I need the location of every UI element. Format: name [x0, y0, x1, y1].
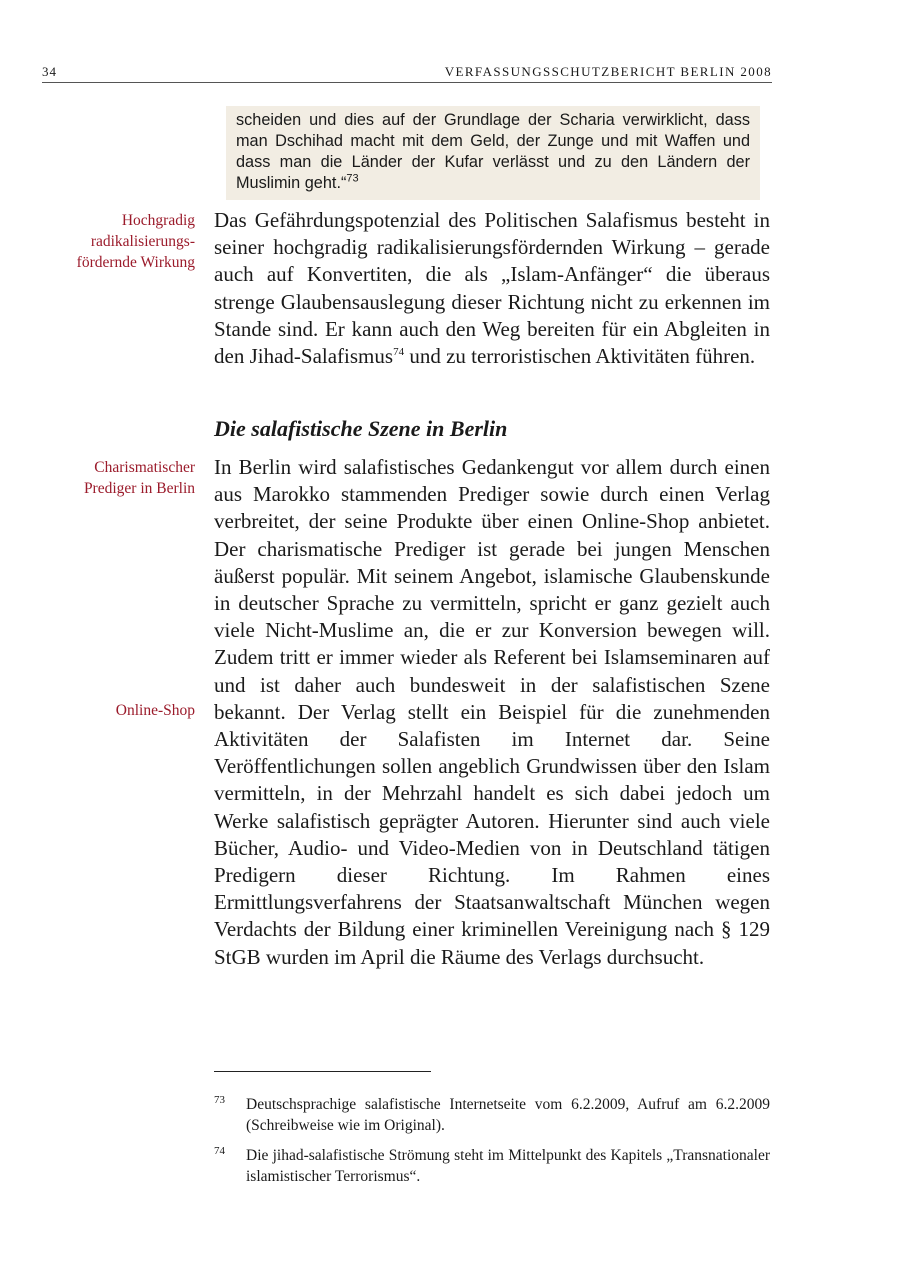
footnote-74	[214, 1145, 770, 1187]
paragraph-2: In Berlin wird salafistisches Gedankengut vor allem durch einen aus Marokko stammenden Prediger sowie durch einen Verlag verbreitet, der seine Produkte über einen Online-Shop anbietet. Der charismatische Prediger ist gerade bei jungen Menschen äußerst populär. Mit seinem Angebot, islamische Glaubenskunde in deutscher Sprache zu vermitteln, spricht er ganz gezielt auch viele Nicht-Muslime an, die er zur Konversion bewegen will. Zudem tritt er immer wieder als Referent bei Islamseminaren auf und ist daher auch bundesweit in der salafistischen Szene bekannt. Der Verlag stellt ein Beispiel für die zunehmenden Aktivitäten der Salafisten im Internet dar. Seine Veröffentlichungen sollen angeblich Grundwissen über den Islam vermitteln, in der Mehrzahl handelt es sich dabei jedoch um Werke salafistisch geprägter Autoren. Hierunter sind auch viele Bücher, Audio- und Video-Medien von in Deutschland tätigen Predigern dieser Richtung. Im Rahmen eines Ermittlungsverfahrens der Staatsanwaltschaft München wegen Verdachts der Bildung einer kriminellen Vereinigung nach § 129 StGB wurden im April die Räume des Verlags durchsucht.	[214, 455, 770, 969]
margin-note-radicalization: Hochgradig radikalisierungs- fördernde Wirkung	[76, 212, 195, 271]
footnote-text: Deutschsprachige salafistische Internetseite vom 6.2.2009, Aufruf am 6.2.2009 (Schreibweise wie im Original).	[246, 1096, 770, 1134]
footnote-ref-74[interactable]: 74	[393, 346, 405, 359]
footnote-number: 73	[214, 1094, 225, 1106]
quote-text: scheiden und dies auf der Grundlage der Scharia verwirklicht, dass man Dschihad macht mit dem Geld, der Zunge und mit Waffen und dass man die Länder der Kufar verlässt und zu den Ländern der Muslimin geht.“$^{73}$	[236, 111, 750, 192]
footnote-divider	[214, 1071, 431, 1072]
footnote-ref-73[interactable]: 73	[346, 172, 359, 185]
quote-box	[226, 106, 760, 200]
page-header	[42, 62, 772, 83]
page-number: 34	[42, 64, 57, 79]
paragraph-1: Das Gefährdungspotenzial des Politischen Salafismus besteht in seiner hochgradig radikalisierungsfördernden Wirkung – gerade auch auf Konvertiten, die als „Islam-Anfänger“ die überaus strenge Glaubensauslegung dieser Richtung nicht zu erkennen im Stande sind. Er kann auch den Weg bereiten für ein Abgleiten in den Jihad-Salafismus$^{74}$ und zu terroristischen Aktivitäten führen.	[214, 208, 770, 369]
footnote-73	[214, 1094, 770, 1136]
section-heading: Die salafistische Szene in Berlin	[214, 416, 508, 441]
margin-note-preacher: Charismatischer Prediger in Berlin	[83, 459, 195, 497]
footnote-text: Die jihad-salafistische Strömung steht im Mittelpunkt des Kapitels „Transnationaler islamistischer Terrorismus“.	[246, 1147, 770, 1185]
footnote-number: 74	[214, 1145, 225, 1157]
running-title: VERFASSUNGSSCHUTZBERICHT BERLIN 2008	[444, 64, 772, 79]
margin-note-online-shop: Online-Shop	[115, 702, 195, 719]
